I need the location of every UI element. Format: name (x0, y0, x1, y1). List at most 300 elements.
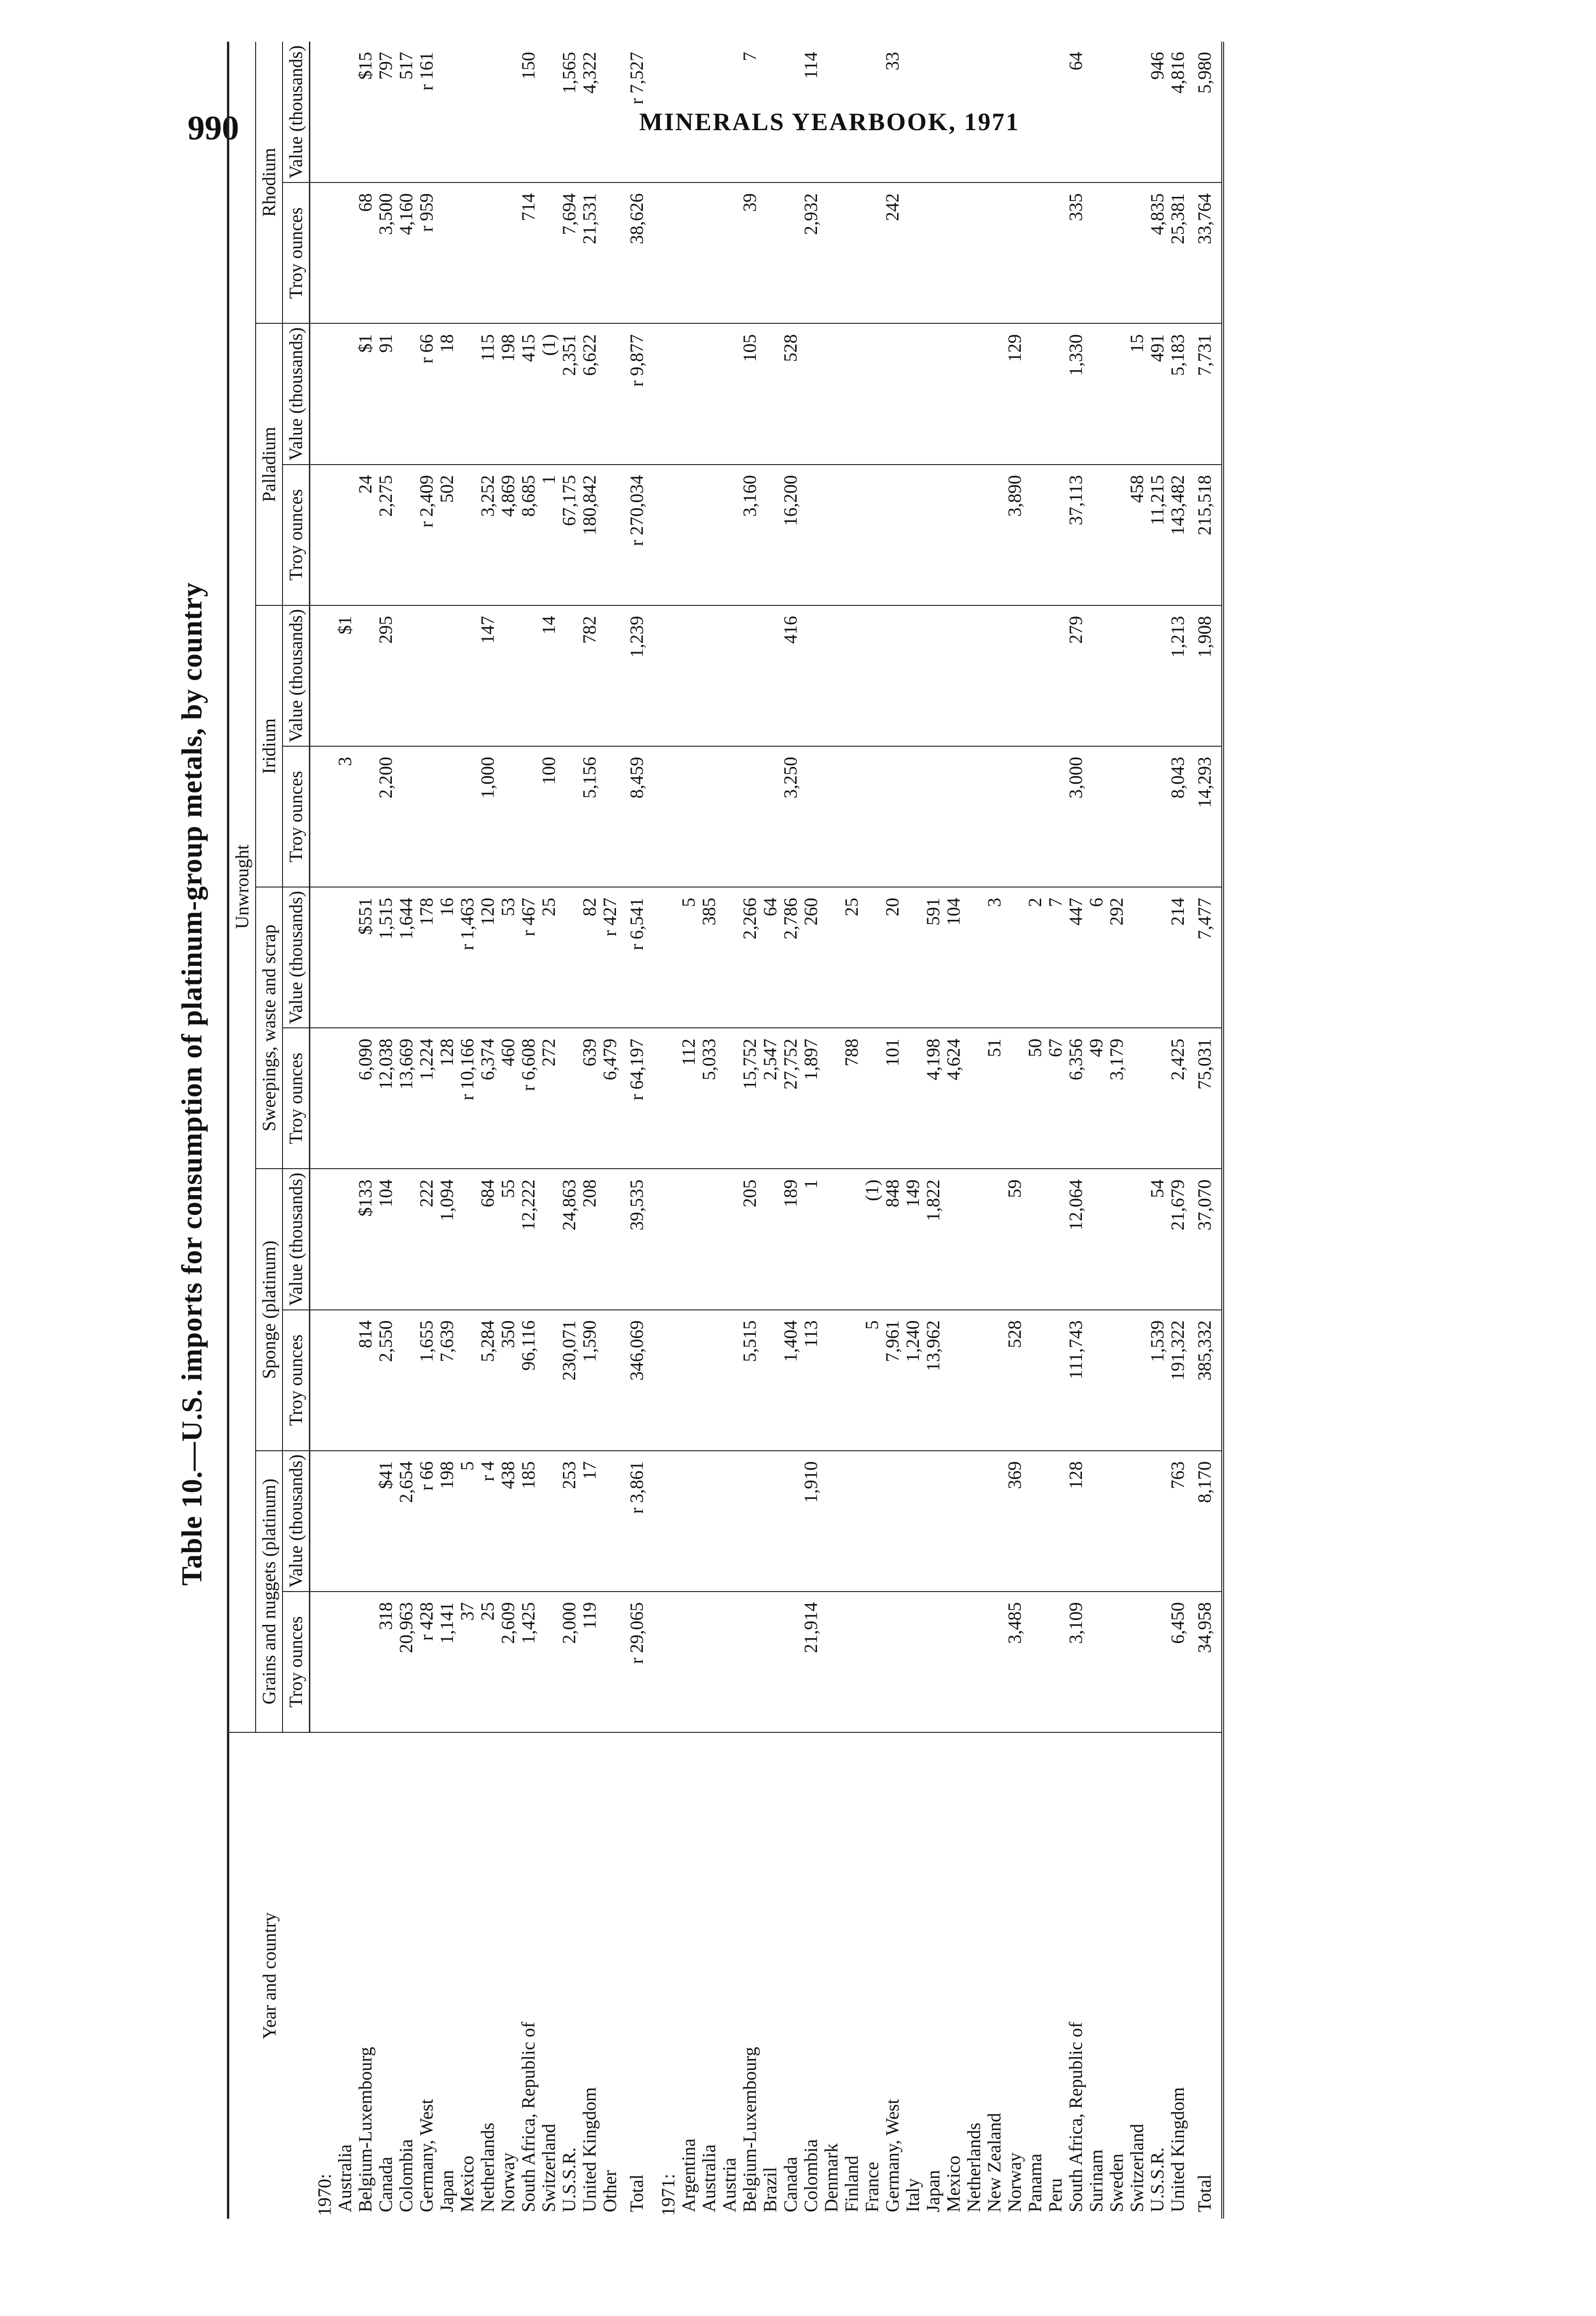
country-name: Brazil (759, 2167, 780, 2212)
table-cell (600, 183, 620, 323)
table-cell (1147, 887, 1168, 1028)
table-cell: 3,500 (376, 183, 396, 323)
table-cell (437, 42, 457, 183)
table-cell: 113 (801, 1310, 821, 1451)
table-cell (679, 1310, 699, 1451)
table-row (1147, 42, 1168, 2219)
table-row (943, 42, 964, 2219)
table-cell (1106, 465, 1127, 605)
sub-header: Value (thousands) (283, 887, 310, 1028)
table-cell (1127, 1310, 1147, 1451)
table-cell (335, 465, 355, 605)
total-cell: r 270,034 (620, 465, 653, 605)
table-cell: 2,786 (780, 887, 801, 1028)
table-cell: 318 (376, 1592, 396, 1732)
table-row (1086, 42, 1106, 2219)
table-cell (964, 1451, 984, 1592)
table-cell (498, 42, 518, 183)
table-cell: 415 (518, 323, 539, 464)
table-cell (699, 746, 719, 887)
table-cell (842, 465, 862, 605)
table-cell: $1 (335, 605, 355, 746)
table-cell: r 10,166 (457, 1028, 478, 1169)
table-cell: 222 (416, 1169, 437, 1309)
table-cell (355, 746, 376, 887)
table-cell: 447 (1066, 887, 1086, 1028)
table-cell: 4,322 (579, 42, 600, 183)
table-cell (1086, 1310, 1106, 1451)
table-cell (1045, 42, 1066, 183)
table-cell: 6,622 (579, 323, 600, 464)
table-cell (1127, 605, 1147, 746)
table-cell: 639 (579, 1028, 600, 1169)
sub-header: Troy ounces (283, 1592, 310, 1732)
table-cell (984, 1451, 1005, 1592)
table-row (760, 42, 780, 2219)
table-cell (1005, 746, 1025, 887)
table-cell: 1,094 (437, 1169, 457, 1309)
table-cell (335, 1169, 355, 1309)
country-name: South Africa, Republic of (1065, 2021, 1086, 2212)
table-cell: 1,590 (579, 1310, 600, 1451)
sub-header: Value (thousands) (283, 42, 310, 183)
table-cell (1106, 1169, 1127, 1309)
table-cell: 8,043 (1168, 746, 1188, 887)
table-cell: 6,090 (355, 1028, 376, 1169)
table-row (579, 42, 600, 2219)
table-cell: 3,250 (780, 746, 801, 887)
table-cell: 714 (518, 183, 539, 323)
table-cell (699, 465, 719, 605)
year-label: 1971: (657, 2173, 679, 2216)
country-cell (559, 1732, 579, 2219)
total-cell: 38,626 (620, 183, 653, 323)
table-cell (780, 1451, 801, 1592)
country-name: Netherlands (963, 2122, 984, 2212)
table-cell: 242 (882, 183, 903, 323)
table-cell (1106, 1451, 1127, 1592)
table-row (964, 42, 984, 2219)
table-cell (355, 1451, 376, 1592)
table-cell: 21,914 (801, 1592, 821, 1732)
country-cell (699, 1732, 719, 2219)
table-cell (719, 887, 740, 1028)
table-cell (842, 1310, 862, 1451)
table-cell (740, 605, 760, 746)
table-cell (862, 183, 882, 323)
country-cell (842, 1732, 862, 2219)
table-cell: 21,679 (1168, 1169, 1188, 1309)
table-cell: $41 (376, 1451, 396, 1592)
table-cell (862, 1451, 882, 1592)
table-row (699, 42, 719, 2219)
table-cell: 2,609 (498, 1592, 518, 1732)
table-cell (760, 1592, 780, 1732)
table-cell: 20,963 (396, 1592, 416, 1732)
table-cell: 149 (903, 1169, 923, 1309)
table-cell (903, 887, 923, 1028)
table-cell (653, 887, 679, 1028)
total-cell: 33,764 (1188, 183, 1223, 323)
table-cell (1127, 1028, 1147, 1169)
table-cell (862, 887, 882, 1028)
table-row (1005, 42, 1025, 2219)
table-cell (518, 746, 539, 887)
table-cell: 178 (416, 887, 437, 1028)
table-cell (699, 42, 719, 183)
table-cell: 1,910 (801, 1451, 821, 1592)
table-cell (821, 1028, 842, 1169)
table-cell (719, 183, 740, 323)
table-cell: 13,962 (923, 1310, 943, 1451)
table-cell (821, 183, 842, 323)
table-cell: 15 (1127, 323, 1147, 464)
table-cell: r 161 (416, 42, 437, 183)
table-cell: 260 (801, 887, 821, 1028)
table-cell: 21,531 (579, 183, 600, 323)
table-cell: $1 (355, 323, 376, 464)
table-cell: 55 (498, 1169, 518, 1309)
table-cell: 272 (539, 1028, 559, 1169)
table-cell: 5 (457, 1451, 478, 1592)
table-cell (653, 1169, 679, 1309)
table-cell (1005, 1028, 1025, 1169)
table-cell (310, 605, 335, 746)
sub-header: Troy ounces (283, 465, 310, 605)
table-cell (437, 605, 457, 746)
table-cell (679, 746, 699, 887)
table-cell (1025, 746, 1045, 887)
table-cell (1127, 42, 1147, 183)
rotated-table-region (176, 0, 1596, 2219)
table-cell (821, 42, 842, 183)
table-cell: 114 (801, 42, 821, 183)
country-name: Switzerland (1126, 2123, 1147, 2212)
table-cell (1106, 746, 1127, 887)
table-row (1106, 42, 1127, 2219)
table-cell (457, 1169, 478, 1309)
table-cell: 129 (1005, 323, 1025, 464)
country-cell (478, 1732, 498, 2219)
table-cell (653, 1592, 679, 1732)
table-cell: r 428 (416, 1592, 437, 1732)
table-cell (457, 465, 478, 605)
table-cell (653, 1451, 679, 1592)
table-row (903, 42, 923, 2219)
table-cell (1025, 1310, 1045, 1451)
table-cell (984, 183, 1005, 323)
table-cell: 3,252 (478, 465, 498, 605)
table-cell (1045, 323, 1066, 464)
table-cell: 205 (740, 1169, 760, 1309)
table-cell: 64 (760, 887, 780, 1028)
group-header: Iridium (256, 605, 283, 887)
table-cell: 5,284 (478, 1310, 498, 1451)
country-cell (801, 1732, 821, 2219)
table-cell (310, 1310, 335, 1451)
table-row (1127, 42, 1147, 2219)
table-row (335, 42, 355, 2219)
table-cell (1025, 605, 1045, 746)
table-cell: 1,897 (801, 1028, 821, 1169)
table-row (478, 42, 498, 2219)
country-cell (903, 1732, 923, 2219)
country-cell (396, 1732, 416, 2219)
table-cell: 147 (478, 605, 498, 746)
table-cell (310, 323, 335, 464)
table-cell (740, 1451, 760, 1592)
total-cell: r 3,861 (620, 1451, 653, 1592)
table-cell: 150 (518, 42, 539, 183)
country-name: Switzerland (538, 2123, 559, 2212)
table-cell (310, 465, 335, 605)
table-cell (600, 605, 620, 746)
table-row (719, 42, 740, 2219)
table-cell (801, 605, 821, 746)
table-cell: 7 (740, 42, 760, 183)
table-row (1066, 42, 1086, 2219)
table-cell (760, 323, 780, 464)
table-cell (1045, 605, 1066, 746)
country-cell (760, 1732, 780, 2219)
table-cell (539, 1592, 559, 1732)
country-cell (1045, 1732, 1066, 2219)
table-cell (719, 746, 740, 887)
table-cell: 111,743 (1066, 1310, 1086, 1451)
table-cell: 528 (1005, 1310, 1025, 1451)
table-cell: 4,160 (396, 183, 416, 323)
table-cell (719, 1169, 740, 1309)
table-cell (600, 1592, 620, 1732)
table-cell: 104 (376, 1169, 396, 1309)
table-cell (1086, 1169, 1106, 1309)
country-cell (355, 1732, 376, 2219)
table-cell (903, 1592, 923, 1732)
table-cell (984, 42, 1005, 183)
country-cell (1066, 1732, 1086, 2219)
table-cell (821, 1310, 842, 1451)
table-cell (396, 323, 416, 464)
country-cell (437, 1732, 457, 2219)
table-cell (903, 746, 923, 887)
table-cell (760, 183, 780, 323)
table-cell: 67 (1045, 1028, 1066, 1169)
table-cell: r 66 (416, 1451, 437, 1592)
table-cell: 37,113 (1066, 465, 1086, 605)
table-cell: 684 (478, 1169, 498, 1309)
table-cell: 39 (740, 183, 760, 323)
table-cell: 17 (579, 1451, 600, 1592)
total-cell: 8,170 (1188, 1451, 1223, 1592)
table-cell (679, 1451, 699, 1592)
table-cell: 128 (1066, 1451, 1086, 1592)
country-name: Norway (1004, 2152, 1025, 2212)
table-cell: 2,351 (559, 323, 579, 464)
country-cell (740, 1732, 760, 2219)
table-cell: 25,381 (1168, 183, 1188, 323)
table-cell (719, 605, 740, 746)
table-cell: 59 (1005, 1169, 1025, 1309)
table-cell: 8,685 (518, 465, 539, 605)
table-cell (335, 183, 355, 323)
table-cell (1086, 746, 1106, 887)
country-name: Denmark (820, 2143, 842, 2212)
table-cell (1086, 465, 1106, 605)
table-cell (903, 1028, 923, 1169)
table-row (862, 42, 882, 2219)
table-cell: 12,222 (518, 1169, 539, 1309)
total-cell: 5,980 (1188, 42, 1223, 183)
table-cell (760, 465, 780, 605)
total-cell: r 9,877 (620, 323, 653, 464)
table-cell (964, 746, 984, 887)
table-cell (842, 1592, 862, 1732)
table-cell: 189 (780, 1169, 801, 1309)
total-cell: 1,908 (1188, 605, 1223, 746)
table-cell (923, 746, 943, 887)
country-name: Canada (375, 2157, 396, 2212)
table-cell: 100 (539, 746, 559, 887)
table-cell: 214 (1168, 887, 1188, 1028)
table-cell (964, 605, 984, 746)
table-cell: 502 (437, 465, 457, 605)
table-cell (923, 1592, 943, 1732)
table-cell: 3,890 (1005, 465, 1025, 605)
total-row (1188, 42, 1223, 2219)
table-cell: 1,515 (376, 887, 396, 1028)
table-cell (923, 183, 943, 323)
country-cell (457, 1732, 478, 2219)
table-cell (1147, 605, 1168, 746)
table-cell (653, 42, 679, 183)
table-row (396, 42, 416, 2219)
country-name: Germany, West (415, 2099, 437, 2212)
table-cell: 191,322 (1168, 1310, 1188, 1451)
table-cell (740, 1592, 760, 1732)
table-cell: 4,624 (943, 1028, 964, 1169)
country-cell (780, 1732, 801, 2219)
table-row (600, 42, 620, 2219)
table-cell (679, 605, 699, 746)
table-cell (1025, 1169, 1045, 1309)
table-cell: 4,835 (1147, 183, 1168, 323)
table-cell (335, 1310, 355, 1451)
table-cell (943, 323, 964, 464)
table-cell: 25 (842, 887, 862, 1028)
table-cell (457, 746, 478, 887)
table-cell: 814 (355, 1310, 376, 1451)
table-cell (903, 42, 923, 183)
table-cell: 1,213 (1168, 605, 1188, 746)
country-cell (964, 1732, 984, 2219)
table-row (355, 42, 376, 2219)
table-row (740, 42, 760, 2219)
table-cell (943, 746, 964, 887)
table-cell: 460 (498, 1028, 518, 1169)
table-cell (1005, 42, 1025, 183)
table-cell (903, 465, 923, 605)
year-row (310, 42, 335, 2219)
table-cell: 1,655 (416, 1310, 437, 1451)
total-cell: 14,293 (1188, 746, 1223, 887)
country-name: Finland (841, 2155, 862, 2212)
table-cell: 5,033 (699, 1028, 719, 1169)
table-cell (1005, 605, 1025, 746)
group-header: Palladium (256, 323, 283, 605)
table-cell: 848 (882, 1169, 903, 1309)
table-cell (1005, 887, 1025, 1028)
table-cell (653, 183, 679, 323)
table-cell: r 6,608 (518, 1028, 539, 1169)
table-row (498, 42, 518, 2219)
table-cell (1127, 183, 1147, 323)
table-cell (719, 1451, 740, 1592)
table-cell: 2,000 (559, 1592, 579, 1732)
country-cell (719, 1732, 740, 2219)
table-cell (1147, 1592, 1168, 1732)
country-name: Colombia (800, 2139, 821, 2212)
country-name: Sweden (1106, 2153, 1127, 2212)
country-name: Japan (436, 2170, 457, 2212)
table-cell (310, 42, 335, 183)
total-cell: 37,070 (1188, 1169, 1223, 1309)
table-cell: 128 (437, 1028, 457, 1169)
table-cell (355, 1592, 376, 1732)
table-cell (1045, 1169, 1066, 1309)
table-cell (699, 1451, 719, 1592)
table-cell: 12,064 (1066, 1169, 1086, 1309)
table-cell (862, 323, 882, 464)
table-cell (699, 323, 719, 464)
table-cell: 1,330 (1066, 323, 1086, 464)
table-row (842, 42, 862, 2219)
table-cell: 230,071 (559, 1310, 579, 1451)
table-cell (842, 605, 862, 746)
table-cell (943, 1310, 964, 1451)
table-row (457, 42, 478, 2219)
table-cell (335, 1592, 355, 1732)
row-label-header: Year and country (228, 1732, 310, 2219)
table-cell (821, 1592, 842, 1732)
table-cell (559, 746, 579, 887)
table-cell: 14 (539, 605, 559, 746)
table-cell: 1,240 (903, 1310, 923, 1451)
table-cell (862, 465, 882, 605)
table-cell: 788 (842, 1028, 862, 1169)
total-row (620, 42, 653, 2219)
total-cell: 7,477 (1188, 887, 1223, 1028)
country-cell (518, 1732, 539, 2219)
sub-header: Value (thousands) (283, 1169, 310, 1309)
table-cell: r 4 (478, 1451, 498, 1592)
table-cell: 11,215 (1147, 465, 1168, 605)
table-cell (923, 465, 943, 605)
table-cell (457, 605, 478, 746)
table-cell (310, 1169, 335, 1309)
table-cell (335, 42, 355, 183)
table-cell (984, 1310, 1005, 1451)
table-cell (518, 605, 539, 746)
table-cell (396, 605, 416, 746)
table-cell (457, 42, 478, 183)
table-cell (719, 323, 740, 464)
table-cell (862, 746, 882, 887)
table-cell: 528 (780, 323, 801, 464)
table-cell: 1,224 (416, 1028, 437, 1169)
table-cell: 2,932 (801, 183, 821, 323)
table-cell: 33 (882, 42, 903, 183)
table-cell (1147, 1028, 1168, 1169)
